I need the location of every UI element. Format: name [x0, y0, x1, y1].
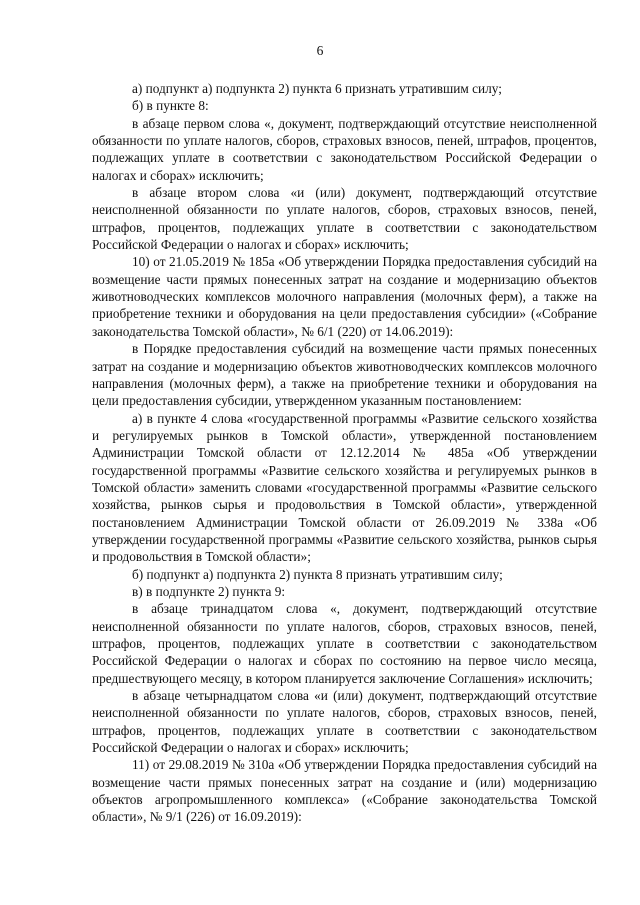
paragraph: в абзаце первом слова «, документ, подтверждающий отсутствие неисполненной обязанности по уплате налогов, сборов, страховых взносов, пеней, штрафов, процентов, подлежащих уплате в соответствии с законодательством Российской Федерации о налогах и сборах» исключить; [92, 115, 597, 183]
paragraph: б) в пункте 8: [132, 98, 209, 114]
paragraph: в) в подпункте 2) пункта 9: [132, 583, 286, 599]
paragraph: в абзаце четырнадцатом слова «и (или) документ, подтверждающий отсутствие неисполненной обязанности по уплате налогов, сборов, страховых взносов, пеней, штрафов, процентов, подлежащих уплате в соответствии с законодательством Российской Федерации о налогах и сборах» исключить; [92, 688, 597, 756]
paragraph: в Порядке предоставления субсидий на возмещение части прямых понесенных затрат на создание и модернизацию объектов животноводческих комплексов молочного направления (молочных ферм), а также на приобретение техники и оборудования на цели предоставления субсидии, утвержденном указанным постановлением: [92, 341, 597, 409]
paragraph: в абзаце тринадцатом слова «, документ, подтверждающий отсутствие неисполненной обязанности по уплате налогов, сборов, страховых взносов, пеней, штрафов, процентов, подлежащих уплате в соответствии с законодательством Российской Федерации о налогах и сборах по состоянию на первое число месяца, предшествующего месяцу, в котором планируется заключение Соглашения» исключить; [92, 601, 597, 686]
paragraph: 10) от 21.05.2019 № 185а «Об утверждении Порядка предоставления субсидий на возмещение части прямых понесенных затрат на создание и модернизацию объектов животноводческих комплексов молочного направления (молочных ферм), а также на приобретение техники и оборудования на цели предоставления субсидии» («Собрание законодательства Томской области», № 6/1 (220) от 14.06.2019): [92, 254, 597, 339]
paragraph: б) подпункт а) подпункта 2) пункта 8 признать утратившим силу; [132, 566, 503, 582]
paragraph: а) подпункт а) подпункта 2) пункта 6 признать утратившим силу; [132, 81, 502, 96]
paragraph: в абзаце втором слова «и (или) документ, подтверждающий отсутствие неисполненной обязанности по уплате налогов, сборов, страховых взносов, пеней, штрафов, процентов, подлежащих уплате в соответствии с законодательством Российской Федерации о налогах и сборах» исключить; [92, 185, 597, 253]
document-body [92, 80, 597, 826]
paragraph: а) в пункте 4 слова «государственной программы «Развитие сельского хозяйства и регулируемых рынков в Томской области», утвержденной постановлением Администрации Томской области от 12.12.2014 № 485а «Об утверждении государственной программы «Развитие сельского хозяйства и регулируемых рынков в Томской области» заменить словами «государственной программы «Развитие сельского хозяйства, рынков сырья и продовольствия в Томской области», утвержденной постановлением Администрации Томской области от 26.09.2019 № 338а «Об утверждении государственной программы «Развитие сельского хозяйства, рынков сырья и продовольствия в Томской области»; [92, 410, 597, 565]
paragraph: 11) от 29.08.2019 № 310а «Об утверждении Порядка предоставления субсидий на возмещение части прямых понесенных затрат на создание и (или) модернизацию объектов агропромышленного комплекса» («Собрание законодательства Томской области», № 9/1 (226) от 16.09.2019): [92, 757, 597, 825]
page-number: 6 [316, 43, 324, 58]
